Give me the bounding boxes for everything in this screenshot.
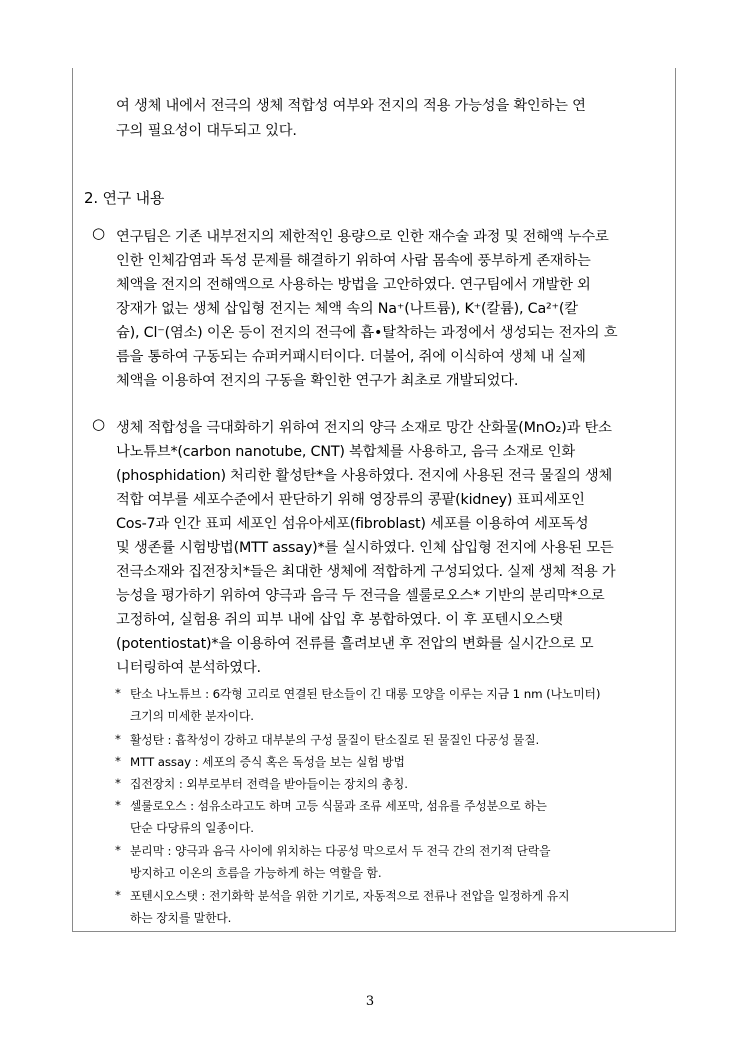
footnote-star: * — [115, 888, 121, 902]
paragraph2-line-2: 나노튜브*(carbon nanotube, CNT) 복합체를 사용하고, 음극 소재로 인화 — [116, 444, 575, 460]
paragraph2-line-11: 니터링하여 분석하였다. — [116, 660, 261, 676]
footnote-cnt-cont: 크기의 미세한 분자이다. — [130, 709, 254, 723]
paragraph2-line-3: (phosphidation) 처리한 활성탄*을 사용하였다. 전지에 사용된 전극 물질의 생체 — [116, 468, 613, 484]
footnote-potentiostat: 포텐시오스탯 : 전기화학 분석을 위한 기기로, 자동적으로 전류나 전압을 일정하게 유지 — [130, 889, 570, 903]
footnote-mtt-assay: MTT assay : 세포의 증식 혹은 독성을 보는 실험 방법 — [130, 755, 405, 769]
paragraph1-line-6: 름을 통하여 구동되는 슈퍼커패시터이다. 더불어, 쥐에 이식하여 생체 내 실제 — [116, 349, 586, 365]
paragraph2-line-10: (potentiostat)*을 이용하여 전류를 흘려보낸 후 전압의 변화를 실시간으로 모 — [116, 636, 594, 652]
paragraph1-line-2: 인한 인체감염과 독성 문제를 해결하기 위하여 사람 몸속에 풍부하게 존재하는 — [116, 253, 591, 269]
footnote-cnt: 탄소 나노튜브 : 6각형 고리로 연결된 탄소들이 긴 대롱 모양을 이루는 지금 1 nm (나노미터) — [130, 687, 601, 701]
paragraph2-line-5: Cos-7과 인간 표피 세포인 섬유아세포(fibroblast) 세포를 이용하여 세포독성 — [116, 516, 589, 532]
footnote-separator: 분리막 : 양극과 음극 사이에 위치하는 다공성 막으로서 두 전극 간의 전기적 단락을 — [130, 844, 551, 858]
footnote-cellulose-cont: 단순 다당류의 일종이다. — [130, 821, 254, 835]
paragraph2-line-9: 고정하여, 실험용 쥐의 피부 내에 삽입 후 봉합하였다. 이 후 포텐시오스탯 — [116, 612, 563, 628]
footnote-separator-cont: 방지하고 이온의 흐름을 가능하게 하는 역할을 함. — [130, 866, 382, 880]
section-heading: 2. 연구 내용 — [84, 189, 165, 207]
footnote-star: * — [115, 754, 121, 768]
footnote-potentiostat-cont: 하는 장치를 말한다. — [130, 911, 232, 925]
intro-line-1: 여 생체 내에서 전극의 생체 적합성 여부와 전지의 적용 가능성을 확인하는 연 — [116, 98, 586, 114]
bullet-circle-icon: ○ — [92, 224, 106, 242]
paragraph2-line-4: 적합 여부를 세포수준에서 판단하기 위해 영장류의 콩팥(kidney) 표피세포인 — [116, 492, 585, 508]
intro-line-2: 구의 필요성이 대두되고 있다. — [116, 123, 297, 139]
paragraph2-line-6: 및 생존률 시험방법(MTT assay)*를 실시하였다. 인체 삽입형 전지에 사용된 모든 — [116, 540, 614, 556]
paragraph1-line-7: 체액을 이용하여 전지의 구동을 확인한 연구가 최초로 개발되었다. — [116, 373, 519, 389]
paragraph2-line-7: 전극소재와 집전장치*들은 최대한 생체에 적합하게 구성되었다. 실제 생체 적용 가 — [116, 564, 616, 580]
paragraph1-line-5: 슘), Cl⁻(염소) 이온 등이 전지의 전극에 흡•탈착하는 과정에서 생성되는 전자의 흐 — [116, 325, 618, 341]
footnote-activated-carbon: 활성탄 : 흡착성이 강하고 대부분의 구성 물질이 탄소질로 된 물질인 다공성 물질. — [130, 733, 540, 747]
paragraph1-line-4: 장재가 없는 생체 삽입형 전지는 체액 속의 Na⁺(나트륨), K⁺(칼륨), Ca²⁺(칼 — [116, 301, 578, 317]
footnote-star: * — [115, 776, 121, 790]
footnote-star: * — [115, 686, 121, 700]
paragraph1-line-3: 체액을 전지의 전해액으로 사용하는 방법을 고안하였다. 연구팀에서 개발한 외 — [116, 277, 591, 293]
footnote-star: * — [115, 732, 121, 746]
footnote-cellulose: 셀룰로오스 : 섬유소라고도 하며 고등 식물과 조류 세포막, 섬유를 주성분으로 하는 — [130, 799, 547, 813]
footnote-star: * — [115, 843, 121, 857]
page-number: 3 — [365, 994, 375, 1009]
paragraph2-line-1: 생체 적합성을 극대화하기 위하여 전지의 양극 소재로 망간 산화물(MnO₂)과 탄소 — [116, 420, 612, 436]
paragraph2-line-8: 능성을 평가하기 위하여 양극과 음극 두 전극을 셀룰로오스* 기반의 분리막*으로 — [116, 588, 605, 604]
paragraph1-line-1: 연구팀은 기존 내부전지의 제한적인 용량으로 인한 재수술 과정 및 전해액 누수로 — [116, 229, 609, 245]
bullet-circle-icon: ○ — [92, 415, 106, 433]
footnote-star: * — [115, 798, 121, 812]
footnote-current-collector: 집전장치 : 외부로부터 전력을 받아들이는 장치의 총칭. — [130, 777, 408, 791]
